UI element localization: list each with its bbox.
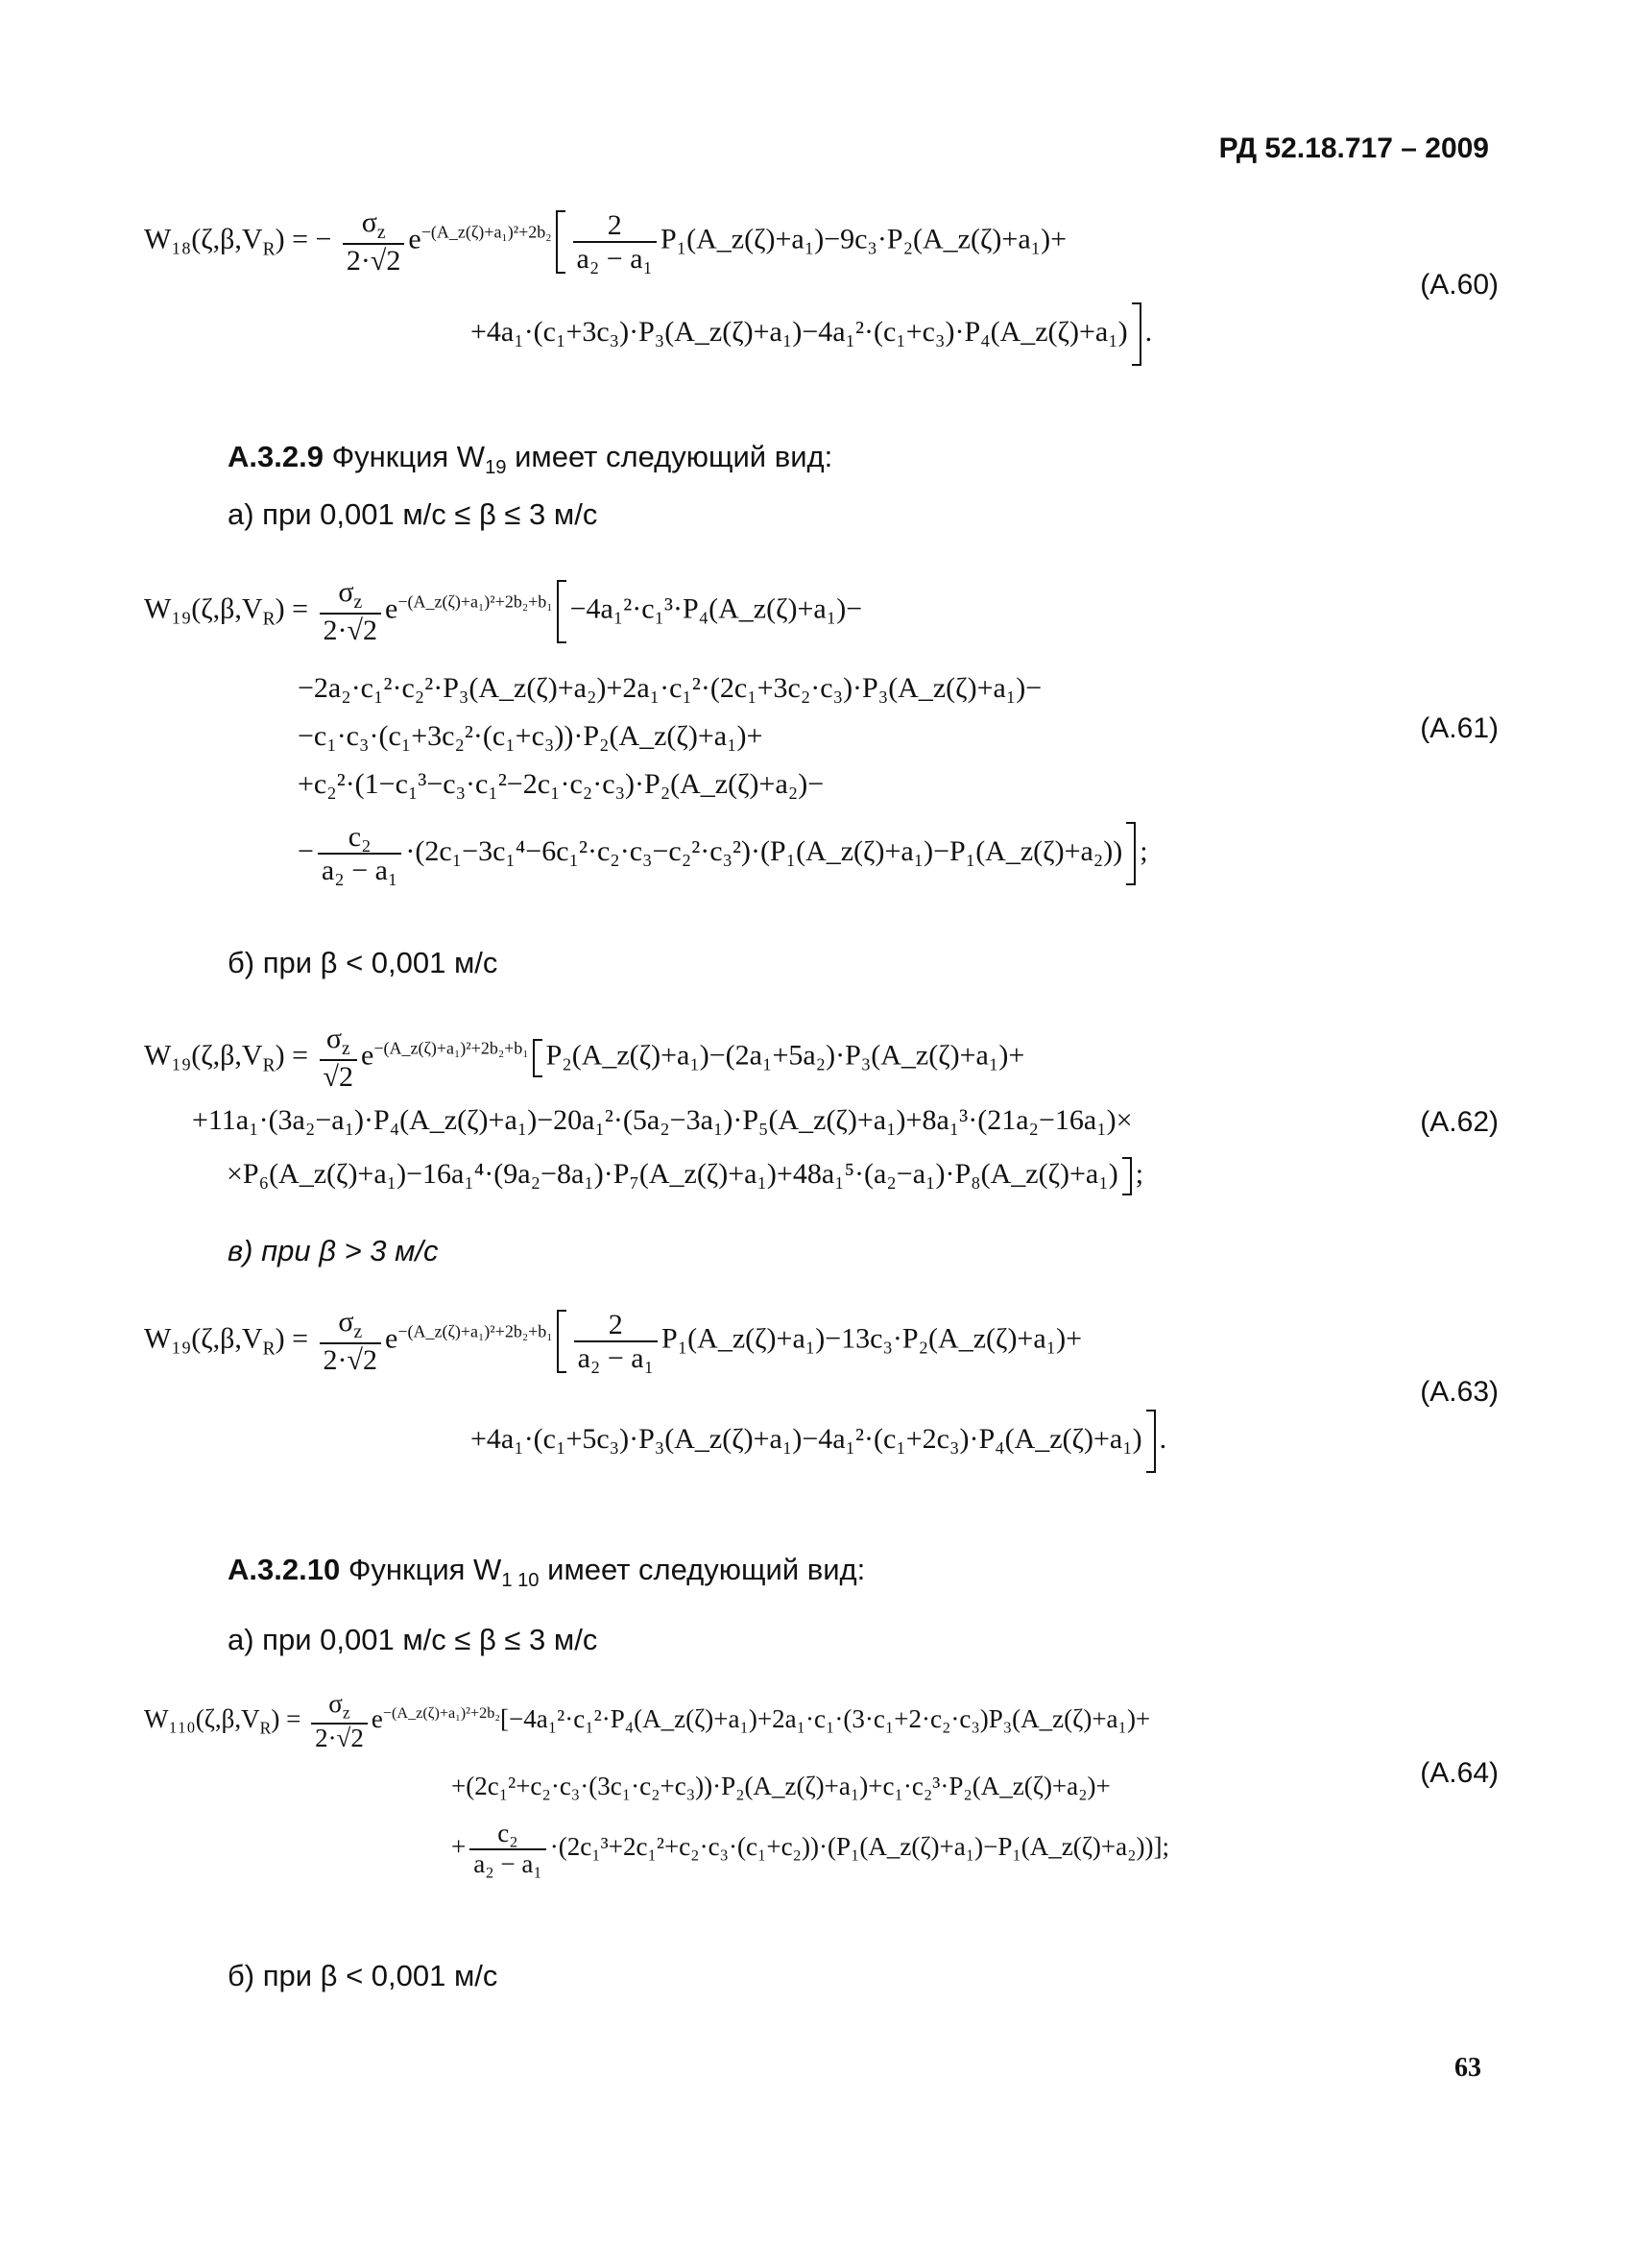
page-number: 63	[1454, 2053, 1481, 2083]
equation-line: +c₂²·(1−c₁³−c₃·c₁²−2c₁·c₂·c₃)·P₂(A_z(ζ)+a₂)−	[298, 768, 825, 800]
equation-line: +4a₁·(c₁+5c₃)·P₃(A_z(ζ)+a₁)−4a₁²·(c₁+2c₃)·P₄(A_z(ζ)+a₁) .	[470, 1410, 1166, 1473]
fraction: $\frac{2}{\text{a₂ − a₁}}$	[574, 1309, 658, 1374]
equation-a62	[144, 1013, 1499, 1224]
fraction: $\frac{2}{\text{a₂ − a₁}}$	[573, 209, 657, 275]
equation-number: (A.61)	[1420, 712, 1499, 744]
open-bracket	[557, 580, 566, 643]
equation-number: (A.63)	[1420, 1376, 1499, 1408]
equation-line: $W_{18}(\zeta,\beta,V_R)$ = − $\frac{\sigma_z}{2\cdot√2}$ $e^{-(A\_z(\zeta)+a_1)^2+2b_2}$ $\frac{2}{\text{a₂ − a₁}}$ P₁(A_z(ζ)+a₁)−9c₃·P₂(A_z(ζ)+a₁)+	[144, 206, 1068, 277]
fraction: $\frac{\sigma_z}{2\cdot√2}$	[320, 576, 381, 646]
equation-line: $W_{19}(\zeta,\beta,V_R)$ = $\frac{\sigma_z}{√2}$ $e^{-(A\_z(\zeta)+a_1)^2+2b_2+b_1}$ P₂(A_z(ζ)+a₁)−(2a₁+5a₂)·P₃(A_z(ζ)+a₁)+	[144, 1023, 1025, 1094]
equation-line: ×P₆(A_z(ζ)+a₁)−16a₁⁴·(9a₂−8a₁)·P₇(A_z(ζ)+a₁)+48a₁⁵·(a₂−a₁)·P₈(A_z(ζ)+a₁) ;	[227, 1157, 1143, 1195]
equation-a63	[144, 1296, 1499, 1508]
equation-term: P₁(A_z(ζ)+a₁)−9c₃·P₂(A_z(ζ)+a₁)+	[660, 223, 1068, 255]
fraction: $\frac{\text{c₂}}{\text{a₂ − a₁}}$	[469, 1820, 546, 1878]
exponent: −(A_z(ζ)+a₁)²+2b₂	[382, 1703, 500, 1722]
case-label: в) при β > 3 м/с	[228, 1234, 439, 1267]
equation-term: −4a₁²·c₁³·P₄(A_z(ζ)+a₁)−	[569, 592, 863, 625]
equation-a61	[144, 567, 1499, 912]
open-bracket	[533, 1039, 542, 1077]
exponent: −(A_z(ζ)+a₁)²+2b₂+b₁	[397, 591, 553, 612]
exponent: −(A_z(ζ)+a₁)²+2b₂+b₁	[373, 1038, 529, 1058]
open-bracket	[557, 1310, 566, 1373]
close-bracket	[1126, 822, 1136, 885]
equation-a64	[144, 1690, 1499, 1920]
fraction: $\frac{\sigma_z}{2\cdot√2}$	[320, 1306, 381, 1376]
case-label: а) при 0,001 м/с ≤ β ≤ 3 м/с	[228, 497, 598, 531]
equation-line: $W_{110}(\zeta,\beta,V_R)$ = $\frac{\sigma_z}{2\cdot√2}$ $e^{-(A\_z(\zeta)+a_1)^2+2b_2}[-4a_1^2\cdot c_1^2\cdot P_4(A\_z(\zeta)+a_1)+2a_1\cdot c_1\cdot(3\cdot c_1+2\cdot c_2\cdot c_3)P_3(A\_z(\zeta)+a_1)+$	[144, 1689, 1151, 1752]
fraction: $\frac{\sigma_z}{2\cdot√2}$	[343, 206, 404, 277]
case-label: а) при 0,001 м/с ≤ β ≤ 3 м/с	[228, 1623, 598, 1656]
equation-line: + $\frac{\text{c₂}}{\text{a₂ − a₁}}$ ·(2c₁³+2c₁²+c₂·c₃·(c₁+c₂))·(P₁(A_z(ζ)+a₁)−P₁(A_z(ζ)+a₂))];	[451, 1819, 1170, 1878]
fraction: $\frac{\sigma_z}{2\cdot√2}$	[311, 1690, 368, 1752]
exponent: −(A_z(ζ)+a₁)²+2b₂+b₁	[397, 1321, 553, 1341]
equation-line: +(2c₁²+c₂·c₃·(3c₁·c₂+c₃))·P₂(A_z(ζ)+a₁)+c₁·c₂³·P₂(A_z(ζ)+a₂)+	[451, 1772, 1111, 1800]
fraction: $\frac{\text{c₂}}{\text{a₂ − a₁}}$	[318, 821, 401, 886]
close-bracket	[1122, 1157, 1132, 1195]
equation-line: −2a₂·c₁²·c₂²·P₃(A_z(ζ)+a₂)+2a₁·c₁²·(2c₁+3c₂·c₃)·P₃(A_z(ζ)+a₁)−	[298, 672, 1043, 704]
equation-term: +4a₁·(c₁+3c₃)·P₃(A_z(ζ)+a₁)−4a₁²·(c₁+c₃)·P₄(A_z(ζ)+a₁)	[470, 315, 1128, 348]
equation-number: (A.64)	[1420, 1757, 1499, 1789]
open-bracket	[556, 210, 565, 274]
document-header: РД 52.18.717 – 2009	[1218, 133, 1489, 164]
fraction: $\frac{\sigma_z}{√2}$	[320, 1023, 357, 1093]
equation-line: − $\frac{\text{c₂}}{\text{a₂ − a₁}}$ ·(2c₁−3c₁⁴−6c₁²·c₂·c₃−c₂²·c₃²)·(P₁(A_z(ζ)+a₁)−P₁(A_z(ζ)+a₂)) ;	[298, 821, 1148, 886]
equation-line: $W_{19}(\zeta,\beta,V_R)$ = $\frac{\sigma_z}{2\cdot√2}$ $e^{-(A\_z(\zeta)+a_1)^2+2b_2+b_1}$ −4a₁²·c₁³·P₄(A_z(ζ)+a₁)−	[144, 576, 863, 647]
case-label: б) при β < 0,001 м/с	[228, 1959, 498, 1992]
equation-line: −c₁·c₃·(c₁+3c₂²·(c₁+c₃))·P₂(A_z(ζ)+a₁)+	[298, 720, 763, 752]
equation-a60	[144, 197, 1499, 379]
exponent: −(A_z(ζ)+a₁)²+2b₂	[420, 222, 552, 242]
equation-line: $W_{19}(\zeta,\beta,V_R)$ = $\frac{\sigma_z}{2\cdot√2}$ $e^{-(A\_z(\zeta)+a_1)^2+2b_2+b_1}$ $\frac{2}{\text{a₂ − a₁}}$ P₁(A_z(ζ)+a₁)−13c₃·P₂(A_z(ζ)+a₁)+	[144, 1306, 1083, 1377]
equation-number: (A.62)	[1420, 1106, 1499, 1138]
equation-line: +11a₁·(3a₂−a₁)·P₄(A_z(ζ)+a₁)−20a₁²·(5a₂−3a₁)·P₅(A_z(ζ)+a₁)+8a₁³·(21a₂−16a₁)×	[192, 1104, 1133, 1136]
close-bracket	[1146, 1410, 1156, 1473]
close-bracket	[1132, 302, 1141, 366]
case-label: б) при β < 0,001 м/с	[228, 946, 498, 979]
section-heading: А.3.2.10 Функция $W_{1 10}$ имеет следующий вид:	[228, 1553, 866, 1592]
equation-lhs: W₁₈(ζ,β,V	[144, 223, 263, 255]
equation-number: (A.60)	[1420, 269, 1499, 301]
equation-line: +4a₁·(c₁+3c₃)·P₃(A_z(ζ)+a₁)−4a₁²·(c₁+c₃)·P₄(A_z(ζ)+a₁) .	[470, 302, 1152, 366]
section-heading: А.3.2.9 Функция $W_{19}$ имеет следующий вид:	[228, 440, 833, 479]
